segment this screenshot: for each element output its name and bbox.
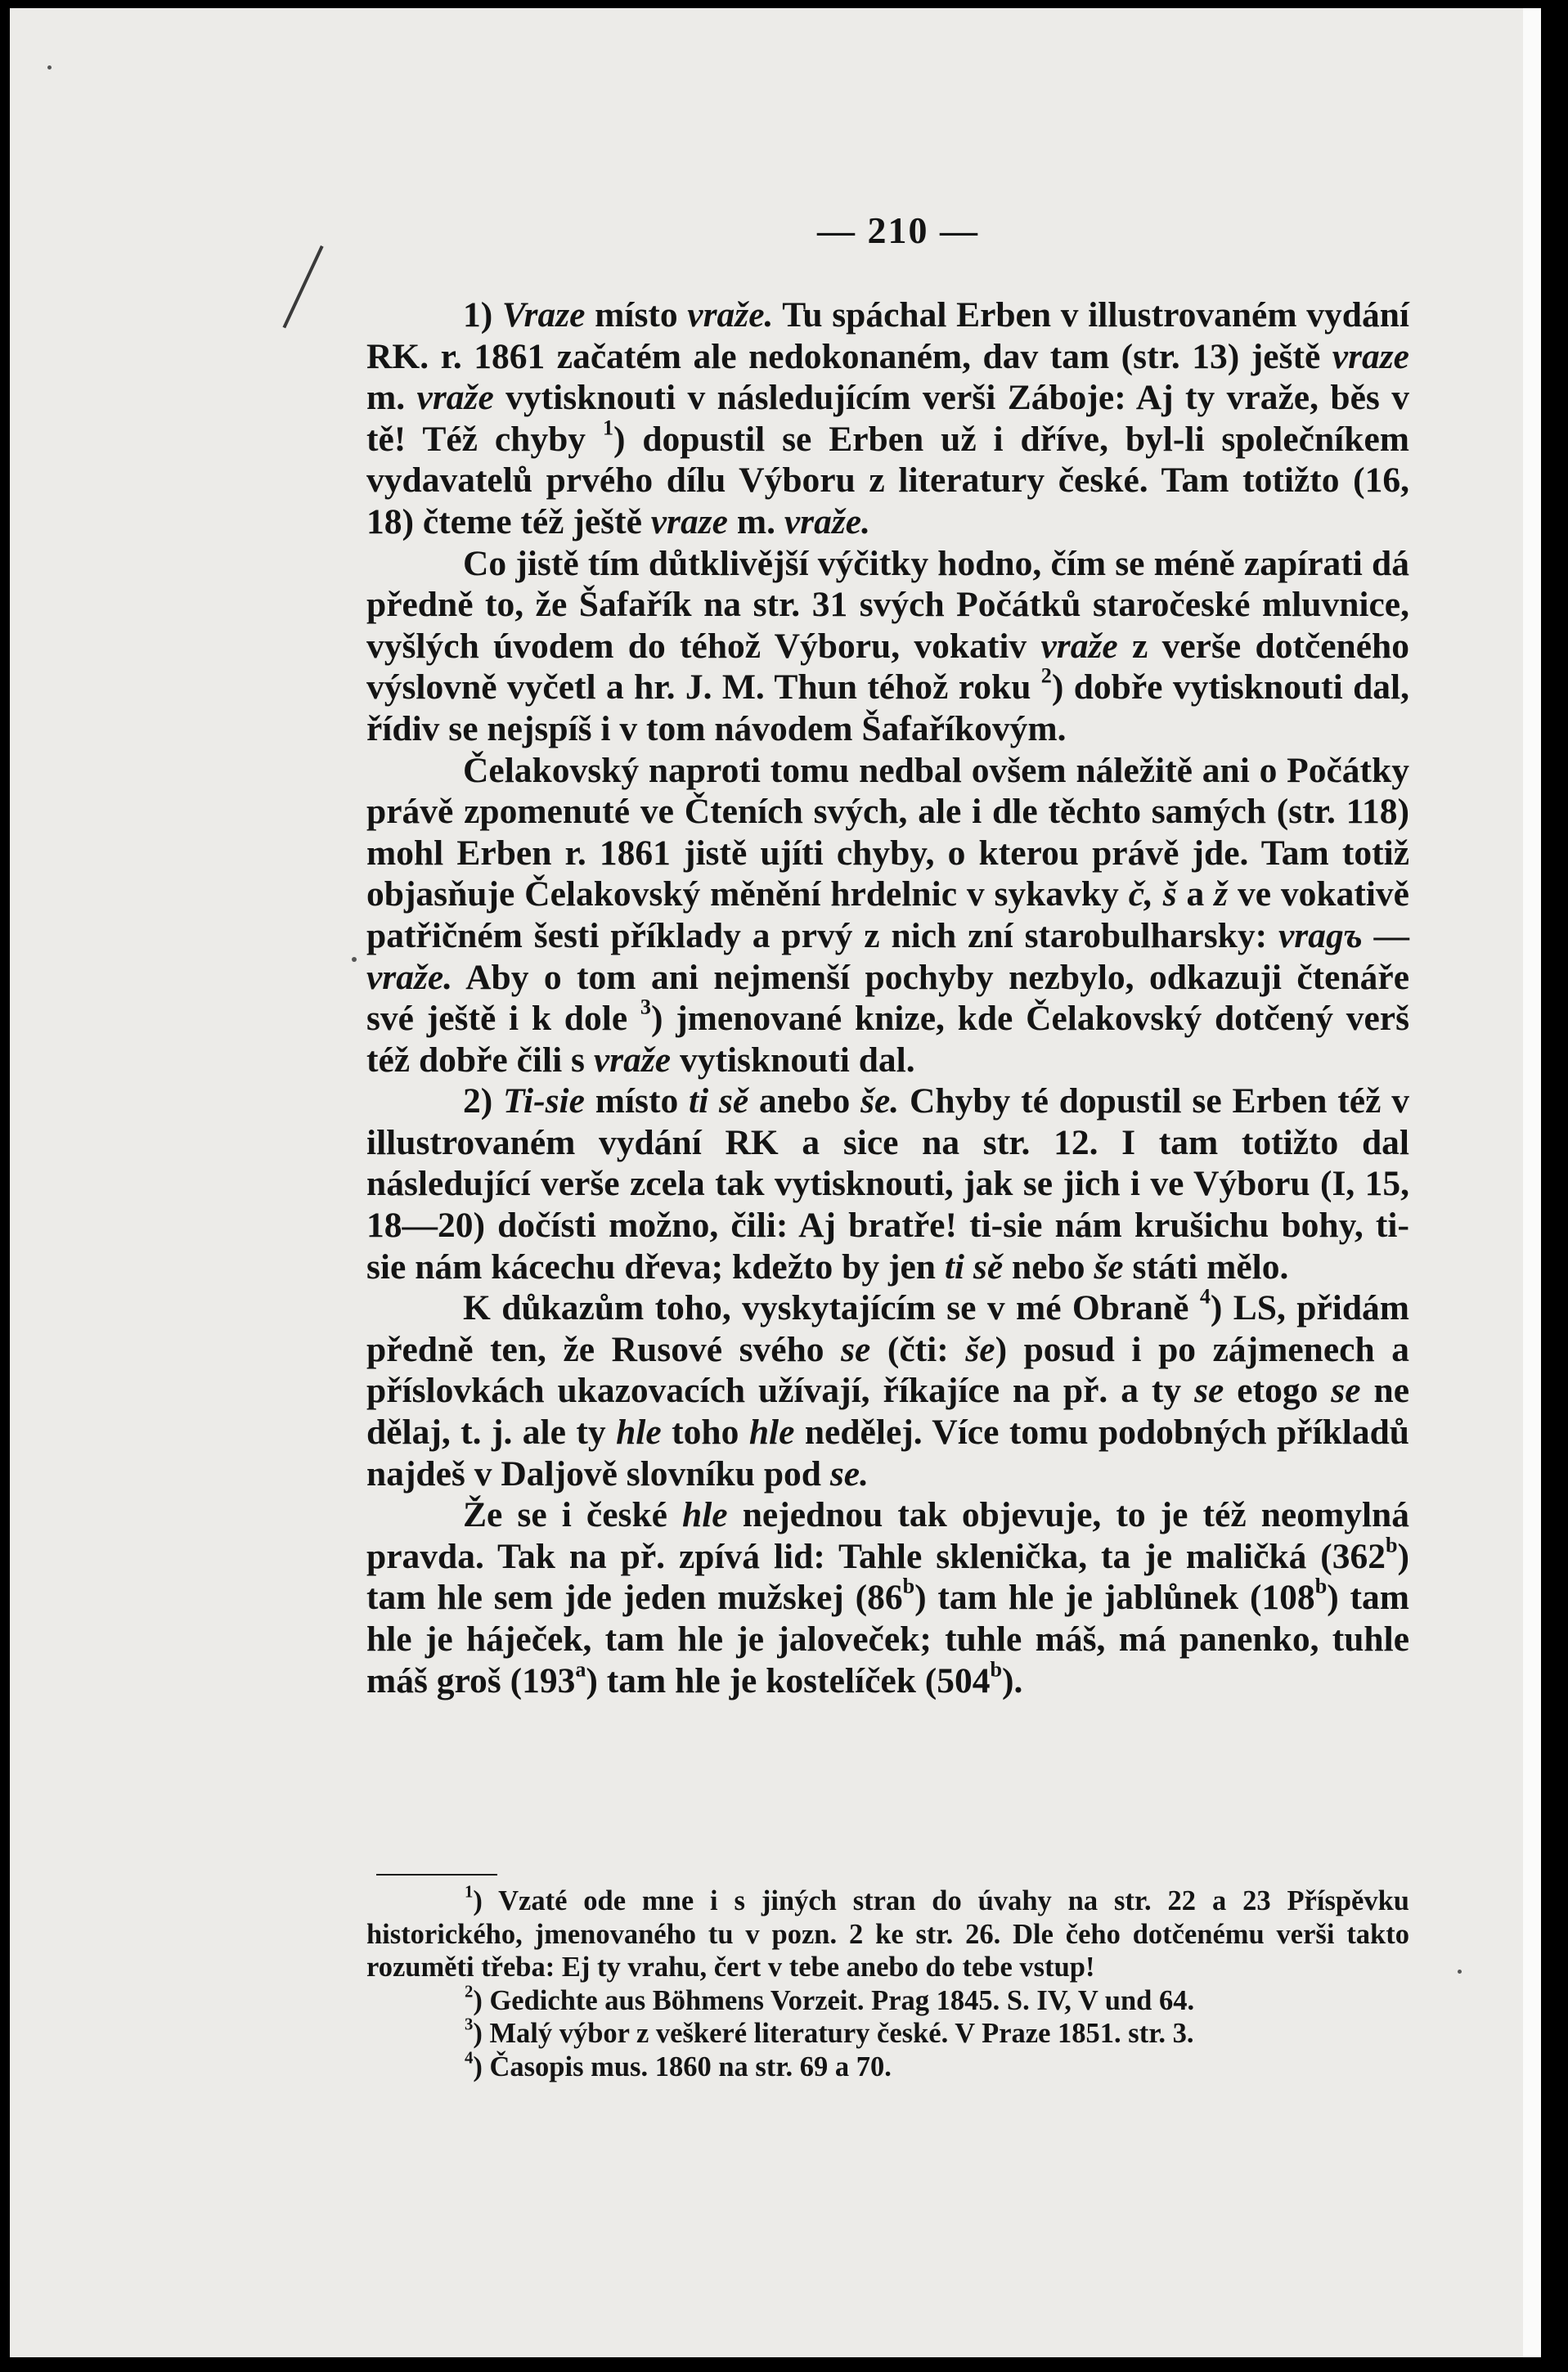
footnote-marker: 1: [602, 416, 613, 440]
text-run: ) tam hle je kostelíček (504: [586, 1660, 991, 1700]
text-run: místo: [584, 1081, 690, 1121]
text-run: m.: [727, 501, 784, 541]
italic-text: vraze: [650, 501, 728, 541]
text-run: ) tam hle je háječek, tam hle je jalovеček; tuhle máš, má panenko, tuhle máš groš (193: [366, 1578, 1409, 1700]
paragraph: [366, 543, 1409, 750]
page-number: — 210 —: [817, 209, 979, 251]
paragraph: [366, 1284, 1410, 1494]
text-run: 1): [463, 295, 502, 335]
text-run: ) Malý výbor z veškeré literatury české. V Praze 1851. str. 3.: [473, 2018, 1194, 2049]
text-run: Co jistě tím důtklivější výčitky hodno, čím se méně zapírati dá předně to, že Šafařík na str. 31 svých Počátků staročeské mluvnice, vyšlých úvodem do téhož Výboru, vokativ: [366, 543, 1409, 666]
footnote-marker: 4: [1199, 1284, 1211, 1309]
italic-text: se: [1331, 1371, 1361, 1411]
text-run: z verše dotčeného výslovně vyčetl a hr. J. M. Thun téhož roku: [366, 626, 1409, 708]
italic-text: Ti-sie: [503, 1081, 585, 1121]
text-run: anebo: [748, 1081, 861, 1121]
italic-text: se.: [829, 1453, 869, 1494]
footnote-marker: 3: [640, 995, 651, 1019]
footnote-marker: b: [902, 1574, 915, 1598]
italic-text: Vraze: [501, 295, 586, 335]
paragraph: [366, 1080, 1409, 1287]
italic-text: vraže.: [784, 501, 870, 541]
book-page: [10, 8, 1541, 2357]
italic-text: hle: [616, 1413, 662, 1453]
text-run: státi mělo.: [1123, 1247, 1289, 1287]
text-run: nedělej. Více tomu podobných příkladů najdeš v Daljově slovníku pod: [366, 1413, 1409, 1494]
text-run: ) dopustil se Erben už i dříve, byl-li společníkem vydavatelů prvého dílu Výboru z literatury české. Tam totižto (16, 18) čteme též ještě: [366, 419, 1409, 541]
text-run: K důkazům toho, vyskytajícím se v mé Obraně: [463, 1288, 1200, 1328]
footnote-marker: a: [575, 1657, 586, 1682]
text-run: vytisknouti v následujícím verši Záboje: Aj ty vraže, běs v tě! Též chyby: [366, 378, 1409, 459]
footnote: [366, 1984, 1409, 2018]
italic-text: še: [965, 1329, 995, 1369]
footnotes: [366, 1885, 1409, 2083]
text-run: m.: [366, 378, 417, 418]
speck: [47, 65, 52, 70]
text-run: vytisknouti dal.: [671, 1040, 915, 1080]
text-run: a: [1176, 874, 1215, 914]
pencil-mark: [283, 245, 324, 328]
footnote: [366, 1885, 1409, 1984]
text-run: ) dobře vytisknouti dal, řídiv se nejspíš i v tom návodem Šafaříkovým.: [366, 667, 1409, 748]
text-run: Chyby té dopustil se Erben též v illustrovaném vydání RK a sice na str. 12. I tam totižto dal následující verše zcela tak vytisknouti, jak se jich i ve Výboru (I, 15, 18—20) dočísti možno, čili: Aj bratře! ti-sie nám krušichu bohy, ti-sie nám kácechu dřeva; kdežto by jen: [366, 1081, 1409, 1287]
text-run: ) Vzaté ode mne i s jiných stran do úvahy na str. 22 a 23 Příspěvku historického, jmenovaného tu v pozn. 2 ke str. 26. Dle čeho dotčenému verši takto rozuměti třeba: Ej ty vrahu, čert v tebe anebo do tebe vstup!: [366, 1885, 1409, 1983]
italic-text: ti sě: [689, 1081, 749, 1121]
footnote: [366, 2048, 1409, 2084]
paragraph: [366, 294, 1409, 543]
italic-text: hle: [748, 1413, 795, 1453]
footnote-marker: b: [1314, 1574, 1328, 1598]
text-run: ).: [1002, 1660, 1023, 1700]
speck: [1458, 1970, 1462, 1974]
italic-text: vraže.: [366, 957, 453, 997]
text-run: etogo: [1224, 1371, 1332, 1411]
footnote-separator: [376, 1874, 497, 1876]
italic-text: se: [841, 1329, 871, 1369]
italic-text: vraže: [416, 378, 494, 418]
paragraph: [366, 1494, 1409, 1701]
italic-text: vraže: [1040, 626, 1118, 666]
italic-text: vraže.: [687, 295, 774, 335]
text-run: Aby o tom ani nejmenší pochyby nezbylo, odkazuji čtenáře své ještě i k dole: [366, 957, 1409, 1039]
italic-text: vragъ: [1278, 915, 1363, 955]
text-run: 2): [463, 1081, 504, 1121]
footnote-marker: 3: [465, 2015, 474, 2034]
italic-text: hle: [682, 1495, 728, 1535]
text-run: místo: [585, 295, 688, 335]
speck: [352, 957, 357, 962]
text-run: ) Časopis mus. 1860 na str. 69 a 70.: [473, 2051, 892, 2082]
text-run: Že se i české: [463, 1495, 683, 1535]
body-text: [366, 294, 1409, 1701]
italic-text: ž: [1214, 874, 1229, 914]
page-edge: [1523, 8, 1541, 2357]
text-run: ) posud i po zájmenech a příslovkách ukazovacích užívají, říkajíce na př. a ty: [366, 1329, 1409, 1411]
footnote-marker: 2: [465, 1982, 474, 2001]
text-run: ve vokativě patřičném šesti příklady a prvý z nich zní starobulharsky:: [366, 874, 1409, 955]
italic-text: še.: [860, 1081, 900, 1121]
italic-text: še: [1094, 1247, 1124, 1287]
text-run: nejednou tak objevuje, to je též neomylná pravda. Tak na př. zpívá lid: Tahle sklenička, ta je maličká (362: [366, 1495, 1410, 1576]
italic-text: č, š: [1128, 874, 1177, 914]
text-run: ne dělaj, t. j. ale ty: [366, 1371, 1409, 1453]
text-run: Tu spáchal Erben v illustrovaném vydání RK. r. 1861 začatém ale nedokonaném, dav tam (str. 13) ještě: [366, 295, 1409, 376]
footnote-marker: 4: [465, 2048, 474, 2067]
italic-text: vraže: [593, 1040, 672, 1080]
footnote-marker: b: [1385, 1533, 1398, 1557]
text-run: —: [1362, 915, 1409, 955]
footnote-marker: b: [990, 1657, 1003, 1682]
text-run: ) LS, přidám předně ten, že Rusové svého: [366, 1288, 1410, 1369]
footnote-marker: 2: [1040, 663, 1052, 688]
text-run: ) Gedichte aus Böhmens Vorzeit. Prag 1845. S. IV, V und 64.: [473, 1984, 1195, 2016]
text-run: nebo: [1003, 1247, 1094, 1287]
text-run: toho: [661, 1413, 749, 1453]
text-run: ) tam hle je jablůnek (108: [914, 1578, 1315, 1618]
footnote-marker: 1: [465, 1883, 474, 1902]
text-run: ) tam hle sem jde jeden mužskej (86: [366, 1536, 1409, 1618]
text-run: Čelakovský naproti tomu nedbal ovšem náležitě ani o Počátky právě zpomenuté ve Čteních svých, ale i dle těchto samých (str. 118) mohl Erben r. 1861 jistě ujíti chyby, o kterou právě jde. Tam totiž objasňuje Čelakovský měnění hrdelnic v sykavky: [366, 750, 1409, 914]
footnote: [366, 2017, 1409, 2051]
italic-text: vraze: [1332, 336, 1409, 376]
italic-text: ti sě: [944, 1247, 1004, 1287]
paragraph: [366, 750, 1409, 1081]
text-run: (čti:: [870, 1329, 966, 1369]
italic-text: se: [1194, 1371, 1224, 1411]
text-run: ) jmenované knize, kde Čelakovský dotčený verš též dobře čili s: [366, 999, 1409, 1080]
